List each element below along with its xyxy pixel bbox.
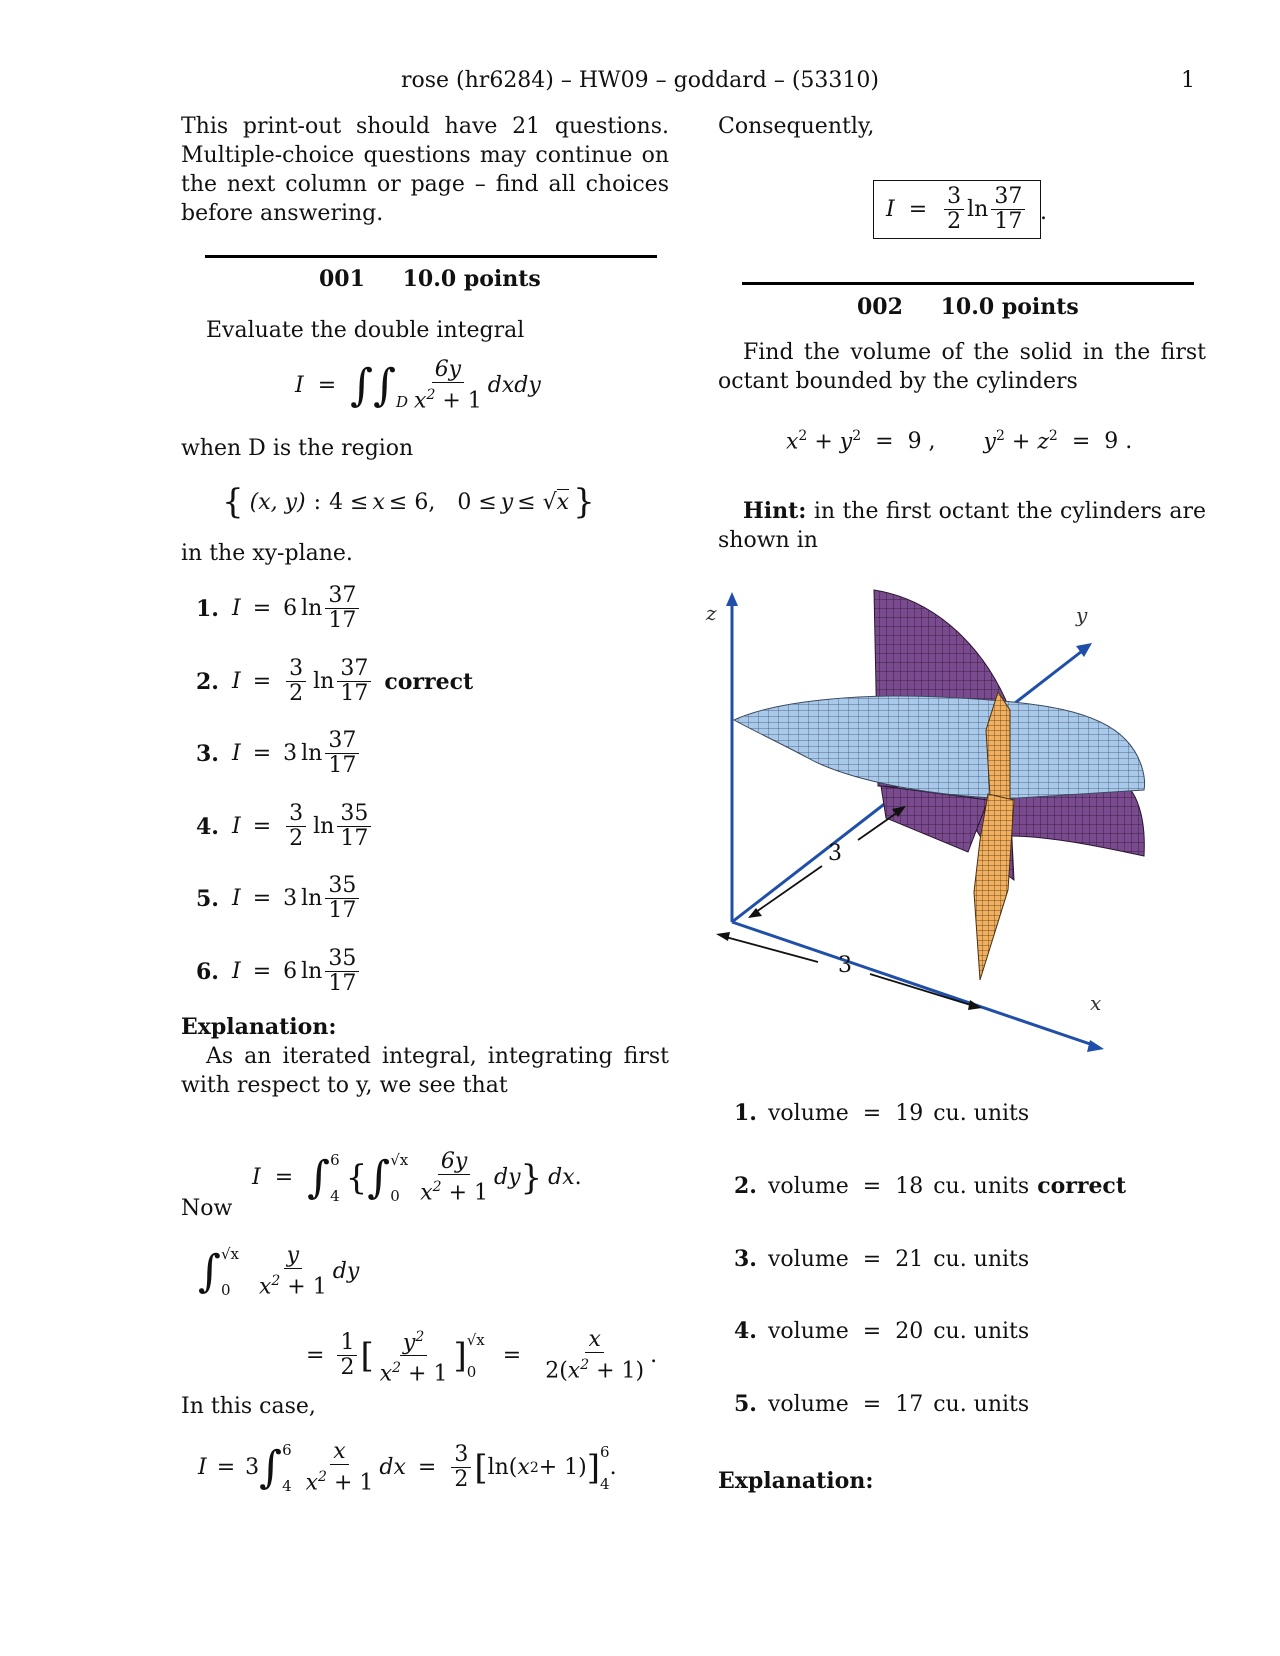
choice-label: 1. — [734, 1100, 757, 1126]
choice-unit: cu. units — [933, 1246, 1030, 1272]
choice-unit: cu. units — [933, 1173, 1030, 1199]
choice-fraction: $\frac{35}{17}$ — [325, 874, 359, 923]
choice-coefficient: 3 — [283, 741, 298, 766]
cylinders-figure — [706, 590, 1198, 1090]
q2-number: 002 — [857, 294, 903, 320]
header-title: rose (hr6284) – HW09 – goddard – (53310) — [400, 68, 880, 93]
q1-region-intro: when D is the region — [181, 436, 414, 461]
choice-coefficient: 3 — [283, 886, 298, 911]
choice-value: 20 — [895, 1318, 924, 1344]
choice-label: 4. — [196, 813, 219, 840]
choice-text: volume — [768, 1391, 849, 1417]
equals-sign: = — [252, 596, 272, 621]
equals-sign: = — [252, 814, 272, 839]
q2-rule — [742, 282, 1194, 285]
choice-text: volume — [768, 1100, 849, 1126]
y-axis-label: y — [1076, 603, 1088, 627]
q1-now: Now — [181, 1196, 233, 1221]
z-axis-label: z — [706, 601, 717, 625]
choice-label: 2. — [734, 1173, 757, 1199]
choice-label: 1. — [196, 595, 219, 622]
choice-unit: cu. units — [933, 1391, 1030, 1417]
choice-value: 21 — [895, 1246, 924, 1272]
choice-label: 6. — [196, 958, 219, 985]
q2-choice-1[interactable] — [734, 1100, 1029, 1126]
q1-explanation-text: As an iterated integral, integrating first with respect to y, we see that — [181, 1044, 669, 1098]
choice-unit: cu. units — [933, 1100, 1030, 1126]
q2-heading — [857, 294, 1079, 320]
q1-choice-6[interactable] — [196, 947, 362, 996]
choice-variable: I — [232, 669, 241, 694]
q1-iterated-integral: I = ∫ 6 4 { ∫ √x 0 $\frac{6y}{x^2 + 1}$ dy } dx . — [252, 1149, 582, 1206]
choice-variable: I — [232, 596, 241, 621]
correct-tag: correct — [384, 668, 474, 695]
choice-coefficient: 6 — [283, 959, 298, 984]
choice-label: 5. — [196, 885, 219, 912]
q1-inner-integral: ∫ √x 0 $\frac{y}{x^2 + 1}$ dy — [198, 1243, 360, 1300]
choice-label: 2. — [196, 668, 219, 695]
q1-choice-5[interactable] — [196, 874, 362, 923]
hint-text: in the first octant the cylinders are shown in — [718, 499, 1206, 553]
dimension-label-b: 3 — [838, 953, 852, 978]
choice-fraction: $\frac{37}{17}$ — [325, 729, 359, 778]
equals-sign: = — [862, 1173, 882, 1199]
equals-sign: = — [252, 886, 272, 911]
ln-operator: ln — [301, 741, 323, 766]
choice-coefficient: $\frac{3}{2}$ — [286, 657, 306, 706]
choice-variable: I — [232, 741, 241, 766]
page-number: 1 — [1181, 68, 1195, 93]
q1-heading — [319, 266, 541, 292]
ln-operator: ln — [301, 596, 323, 621]
q2-explanation-title: Explanation: — [718, 1468, 874, 1494]
choice-variable: I — [232, 814, 241, 839]
choice-label: 3. — [196, 740, 219, 767]
q2-choice-4[interactable] — [734, 1318, 1029, 1344]
q1-region-suffix: in the xy-plane. — [181, 541, 353, 566]
q1-inner-result: = $\frac{1}{2}$ [ $\frac{y^2}{x^2 + 1}$ ] √x 0 = $\frac{x}{2(x^2 + 1)}$ . — [306, 1325, 657, 1387]
q1-final-answer-box: I = $\frac{3}{2}$ ln $\frac{37}{17}$ — [873, 180, 1041, 239]
choice-coefficient: 6 — [283, 596, 298, 621]
choice-text: volume — [768, 1173, 849, 1199]
choice-fraction: $\frac{37}{17}$ — [337, 657, 371, 706]
equals-sign: = — [862, 1391, 882, 1417]
equals-sign: = — [862, 1246, 882, 1272]
z-axis — [726, 592, 738, 922]
q2-choice-5[interactable] — [734, 1391, 1029, 1417]
final-answer-period: . — [1040, 200, 1047, 225]
choice-fraction: $\frac{37}{17}$ — [325, 584, 359, 633]
ln-operator: ln — [301, 959, 323, 984]
equals-sign: = — [252, 741, 272, 766]
choice-label: 4. — [734, 1318, 757, 1344]
q1-rule — [205, 255, 657, 258]
x-axis-label: x — [1090, 991, 1102, 1015]
intro-paragraph: This print-out should have 21 questions. Multiple-choice questions may continue on the next column or page – find all choices before answering. — [181, 114, 669, 226]
equals-sign: = — [252, 959, 272, 984]
consequently-text: Consequently, — [718, 114, 875, 139]
q1-prompt: Evaluate the double integral — [206, 318, 525, 343]
hint-label: Hint: — [743, 498, 807, 524]
ln-operator: ln — [301, 886, 323, 911]
q1-choice-4[interactable] — [196, 802, 374, 851]
correct-tag: correct — [1037, 1173, 1126, 1199]
equals-sign: = — [862, 1318, 882, 1344]
choice-value: 18 — [895, 1173, 924, 1199]
q1-choice-1[interactable] — [196, 584, 362, 633]
q1-double-integral: I = ∫∫ D $\frac{6y}{x^2 + 1}$ dxdy — [295, 357, 541, 414]
choice-fraction: $\frac{35}{17}$ — [337, 802, 371, 851]
choice-unit: cu. units — [933, 1318, 1030, 1344]
q2-choice-2[interactable] — [734, 1173, 1126, 1199]
choice-text: volume — [768, 1246, 849, 1272]
choice-label: 5. — [734, 1391, 757, 1417]
q1-choice-3[interactable] — [196, 729, 362, 778]
dimension-arrow-a — [748, 806, 906, 918]
q1-number: 001 — [319, 266, 365, 292]
ln-operator: ln — [313, 814, 335, 839]
blue-cylinder-surface — [734, 696, 1145, 798]
q1-final-integral: I = 3 ∫ 6 4 $\frac{x}{x^2 + 1}$ dx = $\frac{3}{2}$ [ ln( x 2 + 1) ] 6 4 . — [198, 1439, 617, 1496]
q1-points: 10.0 points — [402, 266, 541, 292]
q1-in-this-case: In this case, — [181, 1394, 316, 1419]
choice-fraction: $\frac{35}{17}$ — [325, 947, 359, 996]
q2-prompt: Find the volume of the solid in the first octant bounded by the cylinders — [718, 340, 1206, 394]
equals-sign: = — [252, 669, 272, 694]
q1-explanation-title: Explanation: — [181, 1014, 337, 1040]
choice-value: 19 — [895, 1100, 924, 1126]
choice-variable: I — [232, 886, 241, 911]
choice-coefficient: $\frac{3}{2}$ — [286, 802, 306, 851]
equals-sign: = — [862, 1100, 882, 1126]
q2-choice-3[interactable] — [734, 1246, 1029, 1272]
choice-text: volume — [768, 1318, 849, 1344]
q2-cylinder-equations: $x^2 + y^2$ = 9 , $y^2 + z^2$ = 9 . — [786, 428, 1133, 455]
q2-points: 10.0 points — [940, 294, 1079, 320]
x-axis — [732, 922, 1104, 1052]
choice-value: 17 — [895, 1391, 924, 1417]
choice-variable: I — [232, 959, 241, 984]
dimension-label-a: 3 — [828, 841, 842, 866]
q2-hint — [718, 497, 1206, 555]
ln-operator: ln — [313, 669, 335, 694]
choice-label: 3. — [734, 1246, 757, 1272]
q1-region-set: { (x, y) : 4 ≤ x ≤ 6, 0 ≤ y ≤ √ x } — [222, 482, 595, 522]
q1-choice-2[interactable] — [196, 657, 473, 706]
